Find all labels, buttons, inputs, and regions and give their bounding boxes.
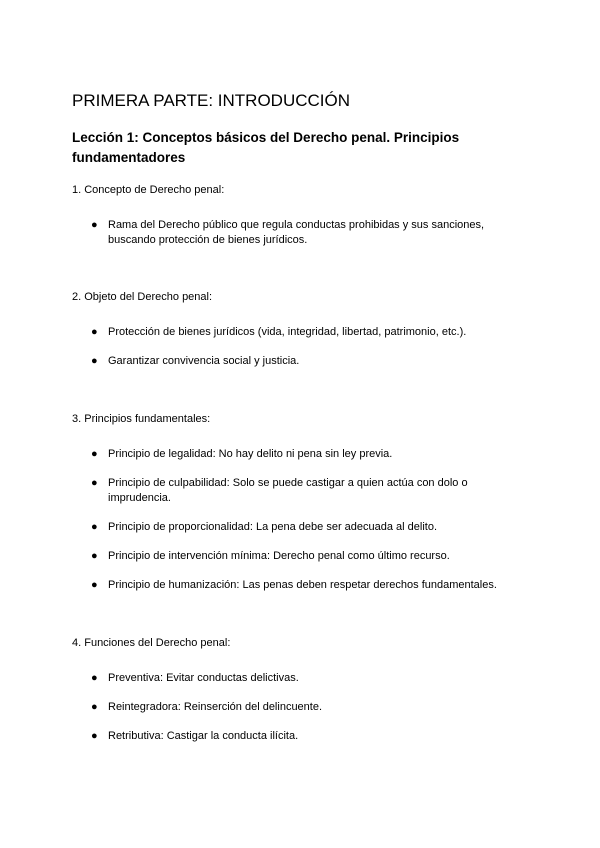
section-list: [72, 218, 528, 248]
bullet-icon: ●: [91, 550, 98, 562]
bullet-icon: ●: [91, 730, 98, 742]
list-item: ● Principio de proporcionalidad: La pena debe ser adecuada al delito.: [91, 521, 438, 533]
section-list: [72, 325, 528, 369]
section-title: 1. Concepto de Derecho penal:: [72, 184, 225, 196]
bullet-icon: ●: [91, 672, 98, 684]
bullet-icon: ●: [91, 701, 98, 713]
section-objeto: [72, 280, 528, 369]
lesson-title: Lección 1: Conceptos básicos del Derecho penal. Principios fundamentadores: [72, 130, 460, 165]
list-item: ● Retributiva: Castigar la conducta ilícita.: [91, 730, 299, 742]
document-page: [72, 90, 528, 168]
bullet-icon: ●: [91, 521, 98, 533]
bullet-icon: ●: [91, 477, 98, 489]
list-item: ● Preventiva: Evitar conductas delictivas.: [91, 672, 299, 684]
list-item: ● Reintegradora: Reinserción del delincuente.: [91, 701, 323, 713]
section-concepto: [72, 173, 528, 248]
list-item: ● Rama del Derecho público que regula conductas prohibidas y sus sanciones, buscando protección de bienes jurídicos.: [91, 219, 485, 246]
bullet-icon: ●: [91, 355, 98, 367]
bullet-icon: ●: [91, 219, 98, 231]
part-title: PRIMERA PARTE: INTRODUCCIÓN: [72, 91, 351, 110]
bullet-icon: ●: [91, 448, 98, 460]
section-title: 4. Funciones del Derecho penal:: [72, 637, 231, 649]
section-title: 2. Objeto del Derecho penal:: [72, 291, 213, 303]
list-item: ● Principio de intervención mínima: Derecho penal como último recurso.: [91, 550, 450, 562]
list-item: ● Principio de humanización: Las penas deben respetar derechos fundamentales.: [91, 579, 497, 591]
list-item: ● Principio de culpabilidad: Solo se puede castigar a quien actúa con dolo o imprudencia.: [91, 477, 468, 504]
list-item: ● Principio de legalidad: No hay delito ni pena sin ley previa.: [91, 448, 393, 460]
section-title: 3. Principios fundamentales:: [72, 413, 211, 425]
section-list: [72, 447, 528, 593]
section-principios: [72, 402, 528, 593]
list-item: ● Garantizar convivencia social y justicia.: [91, 355, 300, 367]
list-item: ● Protección de bienes jurídicos (vida, integridad, libertad, patrimonio, etc.).: [91, 326, 467, 338]
section-list: [72, 671, 528, 744]
bullet-icon: ●: [91, 579, 98, 591]
section-funciones: [72, 626, 528, 744]
bullet-icon: ●: [91, 326, 98, 338]
